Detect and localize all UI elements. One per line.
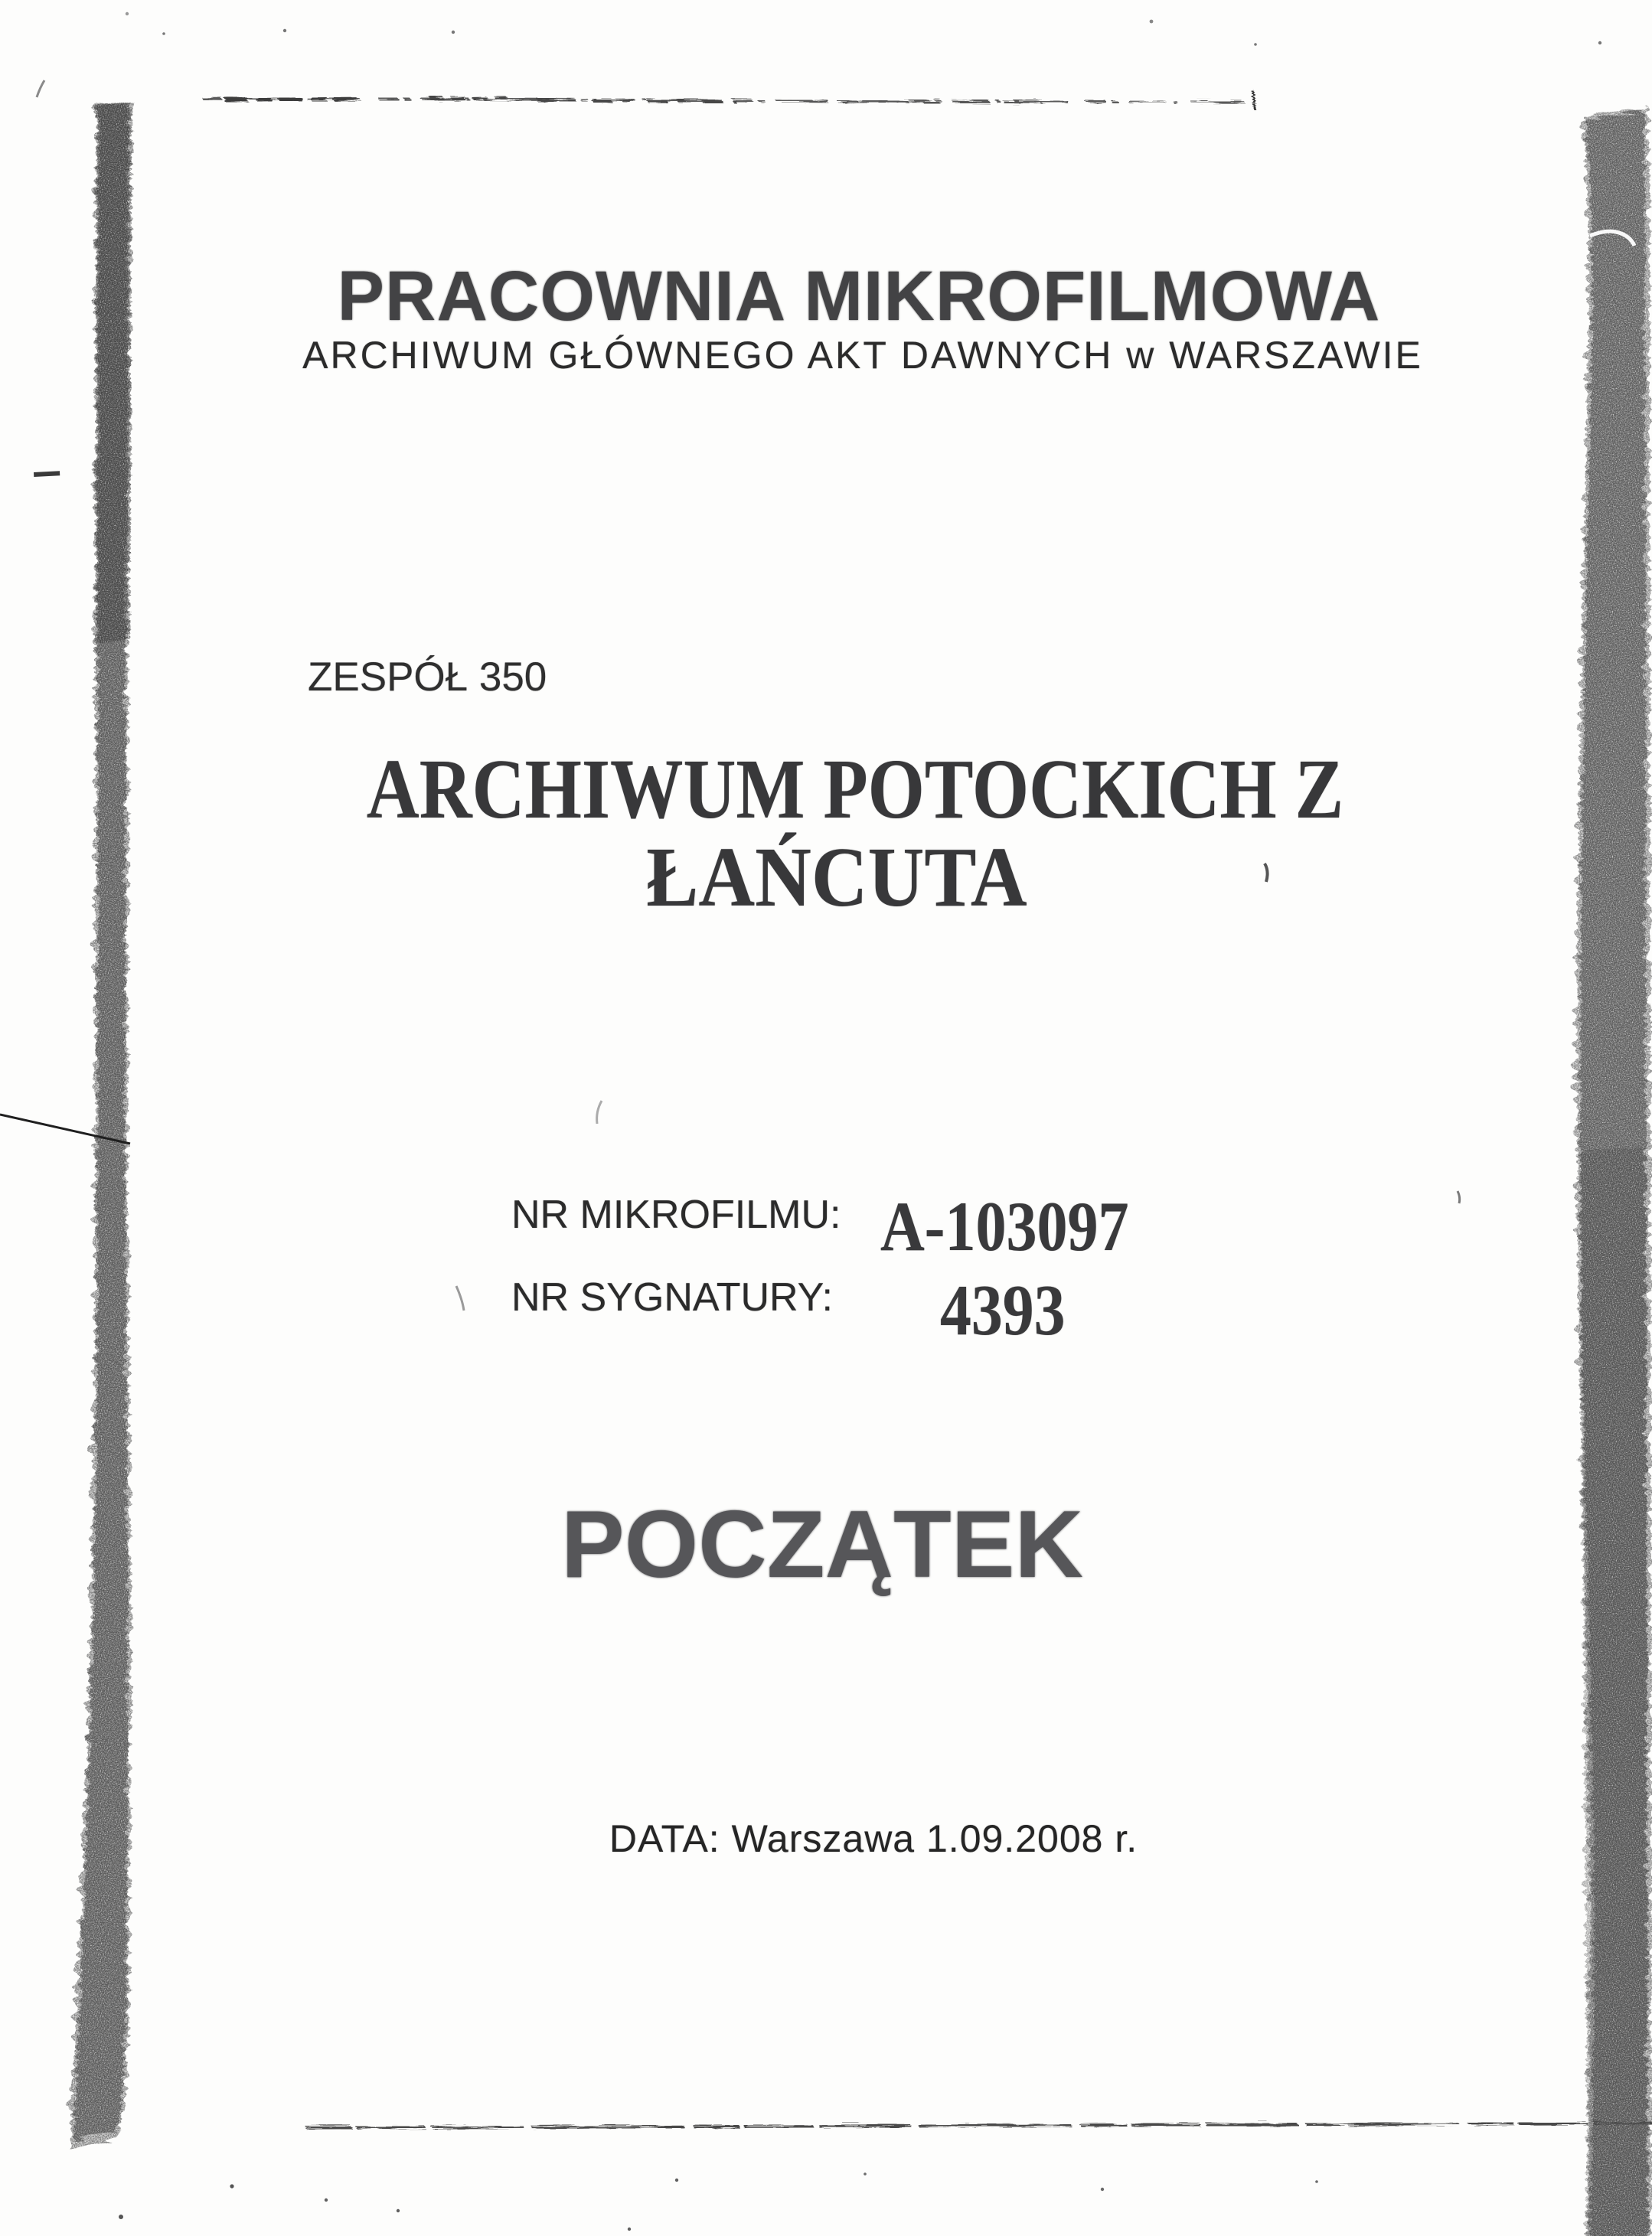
date-line: DATA: Warszawa 1.09.2008 r. xyxy=(609,1817,1138,1860)
collection-title-line2: ŁAŃCUTA xyxy=(646,831,1027,925)
microfilm-number-label: NR MIKROFILMU: xyxy=(511,1193,841,1237)
collection-title-line1: ARCHIWUM POTOCKICH Z xyxy=(366,743,1344,837)
microfilm-number-value: A-103097 xyxy=(880,1187,1129,1265)
signature-number-label: NR SYGNATURY: xyxy=(511,1275,833,1320)
right-film-edge xyxy=(1573,104,1649,2236)
section-marker: POCZĄTEK xyxy=(561,1492,1083,1598)
signature-number-value: 4393 xyxy=(940,1271,1066,1350)
fonds-number: ZESPÓŁ 350 xyxy=(308,654,547,700)
lab-subtitle: ARCHIWUM GŁÓWNEGO AKT DAWNYCH w WARSZAWIE xyxy=(302,334,1423,377)
lab-name-heading: PRACOWNIA MIKROFILMOWA xyxy=(337,257,1381,335)
